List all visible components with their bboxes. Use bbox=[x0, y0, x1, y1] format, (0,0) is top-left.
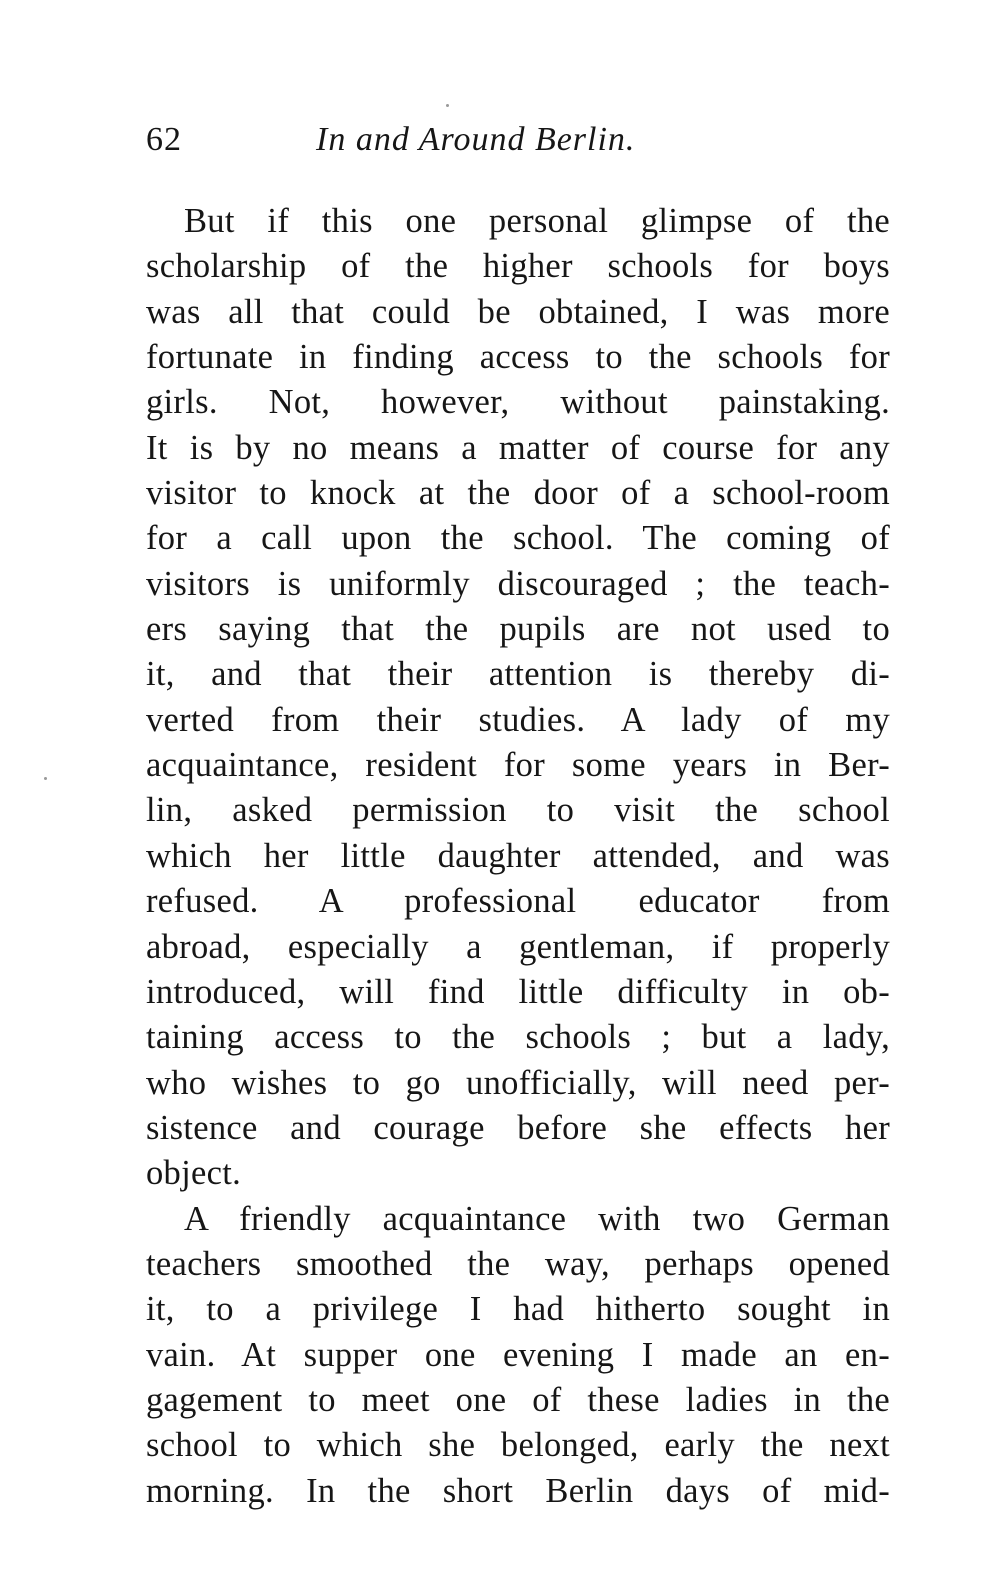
running-title: In and Around Berlin. bbox=[316, 121, 636, 158]
text-line: sistence and courage before she effects her bbox=[146, 1108, 890, 1147]
print-speck bbox=[44, 777, 47, 780]
text-line: It is by no means a matter of course for any bbox=[146, 428, 890, 467]
page-header bbox=[146, 118, 846, 168]
text-line: visitor to knock at the door of a school-room bbox=[146, 474, 890, 513]
text-line: vain. At supper one evening I made an en- bbox=[146, 1335, 890, 1374]
print-speck bbox=[446, 104, 449, 107]
text-line: taining access to the schools ; but a lady, bbox=[146, 1018, 890, 1057]
text-line: lin, asked permission to visit the school bbox=[146, 791, 890, 830]
text-line: ers saying that the pupils are not used to bbox=[146, 610, 890, 649]
text-line: fortunate in finding access to the schools for bbox=[146, 338, 890, 377]
paragraph-1 bbox=[146, 199, 890, 1197]
paragraph-2 bbox=[146, 1197, 890, 1514]
text-line: it, to a privilege I had hitherto sought in bbox=[146, 1290, 890, 1329]
text-line: school to which she belonged, early the next bbox=[146, 1426, 890, 1465]
page-number: 62 bbox=[146, 121, 182, 158]
text-line: verted from their studies. A lady of my bbox=[146, 700, 890, 739]
text-line: gagement to meet one of these ladies in the bbox=[146, 1380, 890, 1419]
text-line: it, and that their attention is thereby di- bbox=[146, 655, 890, 694]
text-line: refused. A professional educator from bbox=[146, 882, 890, 921]
text-line: abroad, especially a gentleman, if properly bbox=[146, 927, 890, 966]
text-line: who wishes to go unofficially, will need per- bbox=[146, 1063, 890, 1102]
text-line: girls. Not, however, without painstaking. bbox=[146, 383, 890, 422]
text-line: which her little daughter attended, and was bbox=[146, 836, 890, 875]
text-line: acquaintance, resident for some years in Ber- bbox=[146, 746, 890, 785]
text-line: object. bbox=[146, 1154, 242, 1193]
text-line: teachers smoothed the way, perhaps opened bbox=[146, 1244, 890, 1283]
body-text bbox=[146, 199, 890, 1514]
text-line: introduced, will find little difficulty in ob- bbox=[146, 972, 890, 1011]
text-line: for a call upon the school. The coming of bbox=[146, 519, 890, 558]
text-line: morning. In the short Berlin days of mid- bbox=[146, 1471, 890, 1510]
text-line: scholarship of the higher schools for boys bbox=[146, 247, 890, 286]
text-line: was all that could be obtained, I was more bbox=[146, 292, 890, 331]
text-line: visitors is uniformly discouraged ; the teach- bbox=[146, 564, 890, 603]
text-line: A friendly acquaintance with two German bbox=[184, 1199, 890, 1238]
text-line: But if this one personal glimpse of the bbox=[184, 202, 890, 240]
